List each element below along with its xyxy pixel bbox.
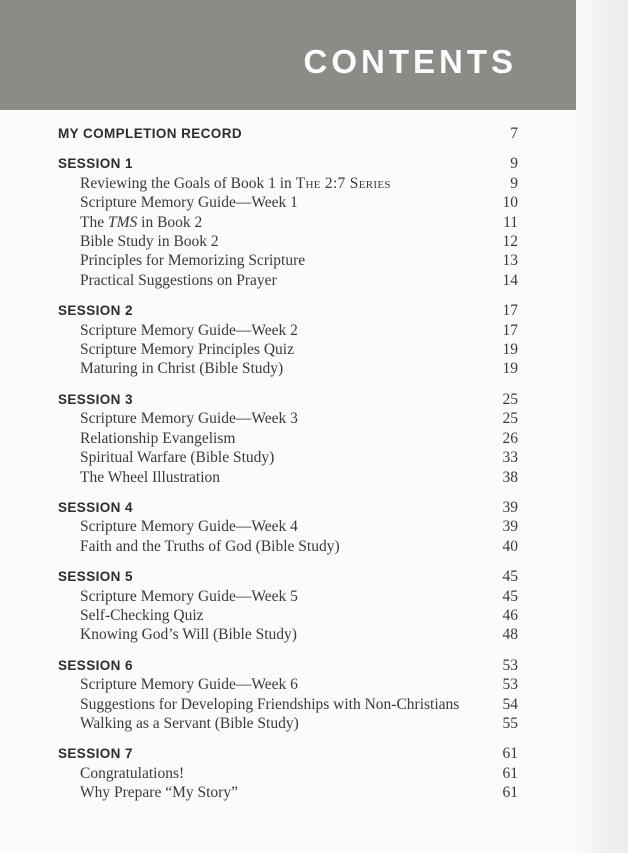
toc-item-row bbox=[58, 448, 518, 467]
section-header-row bbox=[58, 744, 518, 763]
item-title bbox=[80, 517, 298, 536]
item-page-number: 9 bbox=[510, 174, 518, 192]
section-label: SESSION 4 bbox=[58, 499, 133, 515]
item-title-segment: Scripture Memory Guide—Week 4 bbox=[80, 518, 298, 536]
section-header-row bbox=[58, 498, 518, 517]
toc-item-row bbox=[58, 587, 518, 606]
toc-item-row bbox=[58, 517, 518, 536]
toc-section bbox=[58, 567, 518, 645]
item-title bbox=[80, 606, 204, 625]
toc-item-row bbox=[58, 468, 518, 487]
item-page-number: 12 bbox=[502, 233, 518, 251]
item-page-number: 48 bbox=[502, 626, 518, 644]
item-page-number: 40 bbox=[502, 537, 518, 555]
item-title bbox=[80, 695, 459, 714]
toc-sections bbox=[58, 154, 518, 802]
item-title-segment: Congratulations! bbox=[80, 764, 185, 782]
toc-section bbox=[58, 154, 518, 290]
toc-item-row bbox=[58, 764, 518, 783]
section-page-number: 61 bbox=[502, 745, 518, 763]
item-title bbox=[80, 340, 294, 359]
item-title-segment: Reviewing the Goals of Book 1 in bbox=[80, 174, 296, 192]
item-title-segment: The bbox=[80, 213, 108, 231]
item-page-number: 39 bbox=[502, 518, 518, 536]
toc-item-row bbox=[58, 213, 518, 232]
toc-item-row bbox=[58, 606, 518, 625]
section-header-row bbox=[58, 567, 518, 586]
section-page-number: 9 bbox=[510, 155, 518, 173]
item-title bbox=[80, 537, 340, 556]
item-page-number: 11 bbox=[503, 213, 518, 231]
item-title-segment: Scripture Memory Guide—Week 2 bbox=[80, 321, 298, 339]
item-title-segment: Scripture Memory Guide—Week 6 bbox=[80, 676, 298, 694]
section-header-row bbox=[58, 301, 518, 320]
section-header-row bbox=[58, 656, 518, 675]
item-title bbox=[80, 409, 298, 428]
toc-item-row bbox=[58, 429, 518, 448]
section-label: SESSION 1 bbox=[58, 156, 133, 172]
toc-item-row bbox=[58, 625, 518, 644]
item-title bbox=[80, 468, 220, 487]
section-page-number: 53 bbox=[502, 656, 518, 674]
section-header-row bbox=[58, 390, 518, 409]
toc-item-row bbox=[58, 714, 518, 733]
item-title-segment: Bible Study in Book 2 bbox=[80, 233, 219, 251]
page-edge-shadow bbox=[576, 0, 628, 853]
toc-item-row bbox=[58, 695, 518, 714]
item-page-number: 61 bbox=[502, 764, 518, 782]
section-page-number: 17 bbox=[502, 302, 518, 320]
section-page-number: 45 bbox=[502, 568, 518, 586]
item-title-segment: Principles for Memorizing Scripture bbox=[80, 252, 306, 270]
item-title-segment: Scripture Memory Guide—Week 5 bbox=[80, 587, 298, 605]
toc-section bbox=[58, 498, 518, 556]
toc-item-row bbox=[58, 271, 518, 290]
item-title-segment: Self-Checking Quiz bbox=[80, 606, 204, 624]
completion-record-label: MY COMPLETION RECORD bbox=[58, 126, 243, 141]
item-title bbox=[80, 587, 298, 606]
item-title bbox=[80, 764, 184, 783]
toc-item-row bbox=[58, 537, 518, 556]
item-page-number: 19 bbox=[502, 341, 518, 359]
item-title-segment: Faith and the Truths of God (Bible Study) bbox=[80, 537, 340, 555]
toc-item-row bbox=[58, 675, 518, 694]
item-page-number: 55 bbox=[502, 714, 518, 732]
item-title bbox=[80, 174, 391, 193]
item-page-number: 54 bbox=[502, 695, 518, 713]
item-page-number: 26 bbox=[502, 429, 518, 447]
item-title-segment: Walking as a Servant (Bible Study) bbox=[80, 714, 299, 732]
item-title-segment: Relationship Evangelism bbox=[80, 429, 236, 447]
item-title-segment: Spiritual Warfare (Bible Study) bbox=[80, 449, 275, 467]
item-title bbox=[80, 448, 274, 467]
item-title-segment: Practical Suggestions on Prayer bbox=[80, 271, 277, 289]
item-title-segment: Maturing in Christ (Bible Study) bbox=[80, 360, 284, 378]
table-of-contents bbox=[58, 110, 518, 803]
section-label: SESSION 6 bbox=[58, 657, 133, 673]
item-title bbox=[80, 251, 305, 270]
toc-item-row bbox=[58, 409, 518, 428]
item-page-number: 33 bbox=[502, 449, 518, 467]
item-title-segment: in Book 2 bbox=[137, 213, 203, 231]
toc-item-row bbox=[58, 232, 518, 251]
item-page-number: 61 bbox=[502, 784, 518, 802]
item-title bbox=[80, 429, 235, 448]
item-title-segment: The 2:7 Series bbox=[295, 174, 391, 192]
section-label: SESSION 3 bbox=[58, 391, 133, 407]
item-title bbox=[80, 359, 283, 378]
toc-section bbox=[58, 301, 518, 379]
item-page-number: 14 bbox=[502, 271, 518, 289]
toc-section bbox=[58, 656, 518, 734]
toc-item-row bbox=[58, 193, 518, 212]
section-header-row bbox=[58, 154, 518, 173]
item-title bbox=[80, 783, 238, 802]
item-title bbox=[80, 714, 299, 733]
item-title-segment: TMS bbox=[107, 213, 138, 231]
toc-item-row bbox=[58, 359, 518, 378]
toc-item-row bbox=[58, 340, 518, 359]
completion-record-page-number: 7 bbox=[510, 125, 518, 142]
page-title: CONTENTS bbox=[303, 43, 517, 80]
item-page-number: 17 bbox=[502, 321, 518, 339]
item-title bbox=[80, 213, 202, 232]
item-page-number: 45 bbox=[502, 587, 518, 605]
item-page-number: 25 bbox=[502, 410, 518, 428]
item-page-number: 13 bbox=[502, 252, 518, 270]
item-title-segment: Suggestions for Developing Friendships with Non-Christians bbox=[80, 695, 460, 713]
contents-banner bbox=[0, 0, 576, 110]
item-title-segment: Knowing God’s Will (Bible Study) bbox=[80, 626, 297, 644]
toc-section bbox=[58, 390, 518, 487]
section-page-number: 39 bbox=[502, 498, 518, 516]
item-title bbox=[80, 193, 298, 212]
item-page-number: 38 bbox=[502, 468, 518, 486]
toc-item-row bbox=[58, 251, 518, 270]
toc-item-row bbox=[58, 174, 518, 193]
item-title bbox=[80, 232, 219, 251]
section-label: SESSION 7 bbox=[58, 746, 133, 762]
item-title-segment: Scripture Memory Principles Quiz bbox=[80, 341, 294, 359]
section-page-number: 25 bbox=[502, 390, 518, 408]
toc-section bbox=[58, 744, 518, 802]
item-title bbox=[80, 321, 298, 340]
item-title bbox=[80, 675, 298, 694]
section-label: SESSION 2 bbox=[58, 303, 133, 319]
item-title-segment: Scripture Memory Guide—Week 1 bbox=[80, 194, 298, 212]
item-title-segment: Why Prepare “My Story” bbox=[80, 784, 238, 802]
item-title-segment: The Wheel Illustration bbox=[80, 468, 221, 486]
item-page-number: 19 bbox=[502, 360, 518, 378]
item-title bbox=[80, 271, 277, 290]
completion-record-row bbox=[58, 124, 518, 143]
item-page-number: 10 bbox=[502, 194, 518, 212]
item-page-number: 46 bbox=[502, 606, 518, 624]
item-page-number: 53 bbox=[502, 676, 518, 694]
item-title bbox=[80, 625, 297, 644]
item-title-segment: Scripture Memory Guide—Week 3 bbox=[80, 410, 298, 428]
toc-item-row bbox=[58, 321, 518, 340]
toc-item-row bbox=[58, 783, 518, 802]
section-label: SESSION 5 bbox=[58, 569, 133, 585]
